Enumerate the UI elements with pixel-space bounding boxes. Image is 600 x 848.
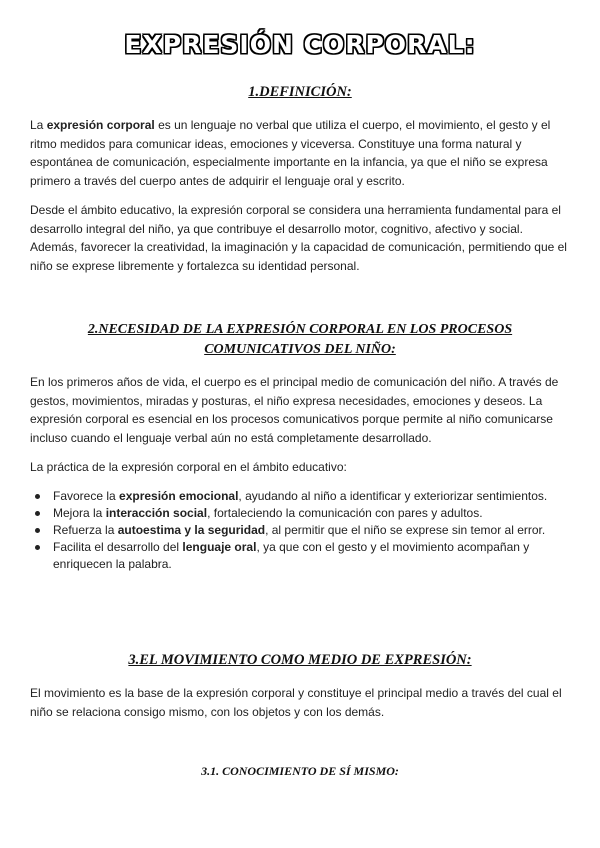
list-item: Favorece la expresión emocional, ayudando al niño a identificar y exteriorizar sentimientos. xyxy=(30,488,570,505)
list-item: Mejora la interacción social, fortaleciendo la comunicación con pares y adultos. xyxy=(30,505,570,522)
benefits-list xyxy=(30,488,570,573)
section3-1-heading: 3.1. CONOCIMIENTO DE SÍ MISMO: xyxy=(201,764,399,778)
p1-text-before: La xyxy=(30,118,47,132)
bullet-dot-icon xyxy=(35,545,40,550)
bullet-dot-icon xyxy=(35,494,40,499)
section2-heading-line2: COMUNICATIVOS DEL NIÑO: xyxy=(204,342,396,357)
section2-heading xyxy=(0,320,600,360)
section3-paragraph-1: El movimiento es la base de la expresión corporal y constituye el principal medio a través del cual el niño se relaciona consigo mismo, con los objetos y con los demás. xyxy=(30,686,562,719)
section2-paragraph-2: La práctica de la expresión corporal en el ámbito educativo: xyxy=(30,460,347,474)
bullet-dot-icon xyxy=(35,511,40,516)
p1-bold-term: expresión corporal xyxy=(46,118,155,132)
list-item: Refuerza la autoestima y la seguridad, al permitir que el niño se exprese sin temor al error. xyxy=(30,522,570,539)
section1-paragraph-2: Desde el ámbito educativo, la expresión corporal se considera una herramienta fundamental para el desarrollo integral del niño, ya que contribuye el desarrollo motor, cognitivo, afectivo y social. Además, favorecer la creatividad, la imaginación y la capacidad de comunicación, permitiendo que el niño se exprese libremente y fortalezca su identidad personal. xyxy=(30,203,567,273)
section2-heading-line1: 2.NECESIDAD DE LA EXPRESIÓN CORPORAL EN LOS PROCESOS xyxy=(87,322,513,337)
document-title: EXPRESIÓN CORPORAL: xyxy=(124,30,476,59)
section3-heading: 3.EL MOVIMIENTO COMO MEDIO DE EXPRESIÓN: xyxy=(128,652,472,668)
section1-heading: 1.DEFINICIÓN: xyxy=(248,84,352,100)
bullet-dot-icon xyxy=(35,528,40,533)
list-item: Facilita el desarrollo del lenguaje oral, ya que con el gesto y el movimiento acompañan y enriquecen la palabra. xyxy=(30,539,570,573)
p1-text-after: es un lenguaje no verbal que utiliza el cuerpo, el movimiento, el gesto y el ritmo medidos para comunicar ideas, emociones y viceversa. Constituye una forma natural y espontánea de comunicación, especialmente importante en la infancia, ya que el niño se expresa primero a través del cuerpo antes de adquirir el lenguaje oral y escrito. xyxy=(30,118,551,188)
section1-paragraph-1 xyxy=(30,116,570,190)
section2-paragraph-1: En los primeros años de vida, el cuerpo es el principal medio de comunicación del niño. A través de gestos, movimientos, miradas y posturas, el niño expresa necesidades, emociones y deseos. La expresión corporal es esencial en los procesos comunicativos porque permite al niño comunicarse incluso cuando el lenguaje verbal aún no está completamente desarrollado. xyxy=(30,375,559,445)
